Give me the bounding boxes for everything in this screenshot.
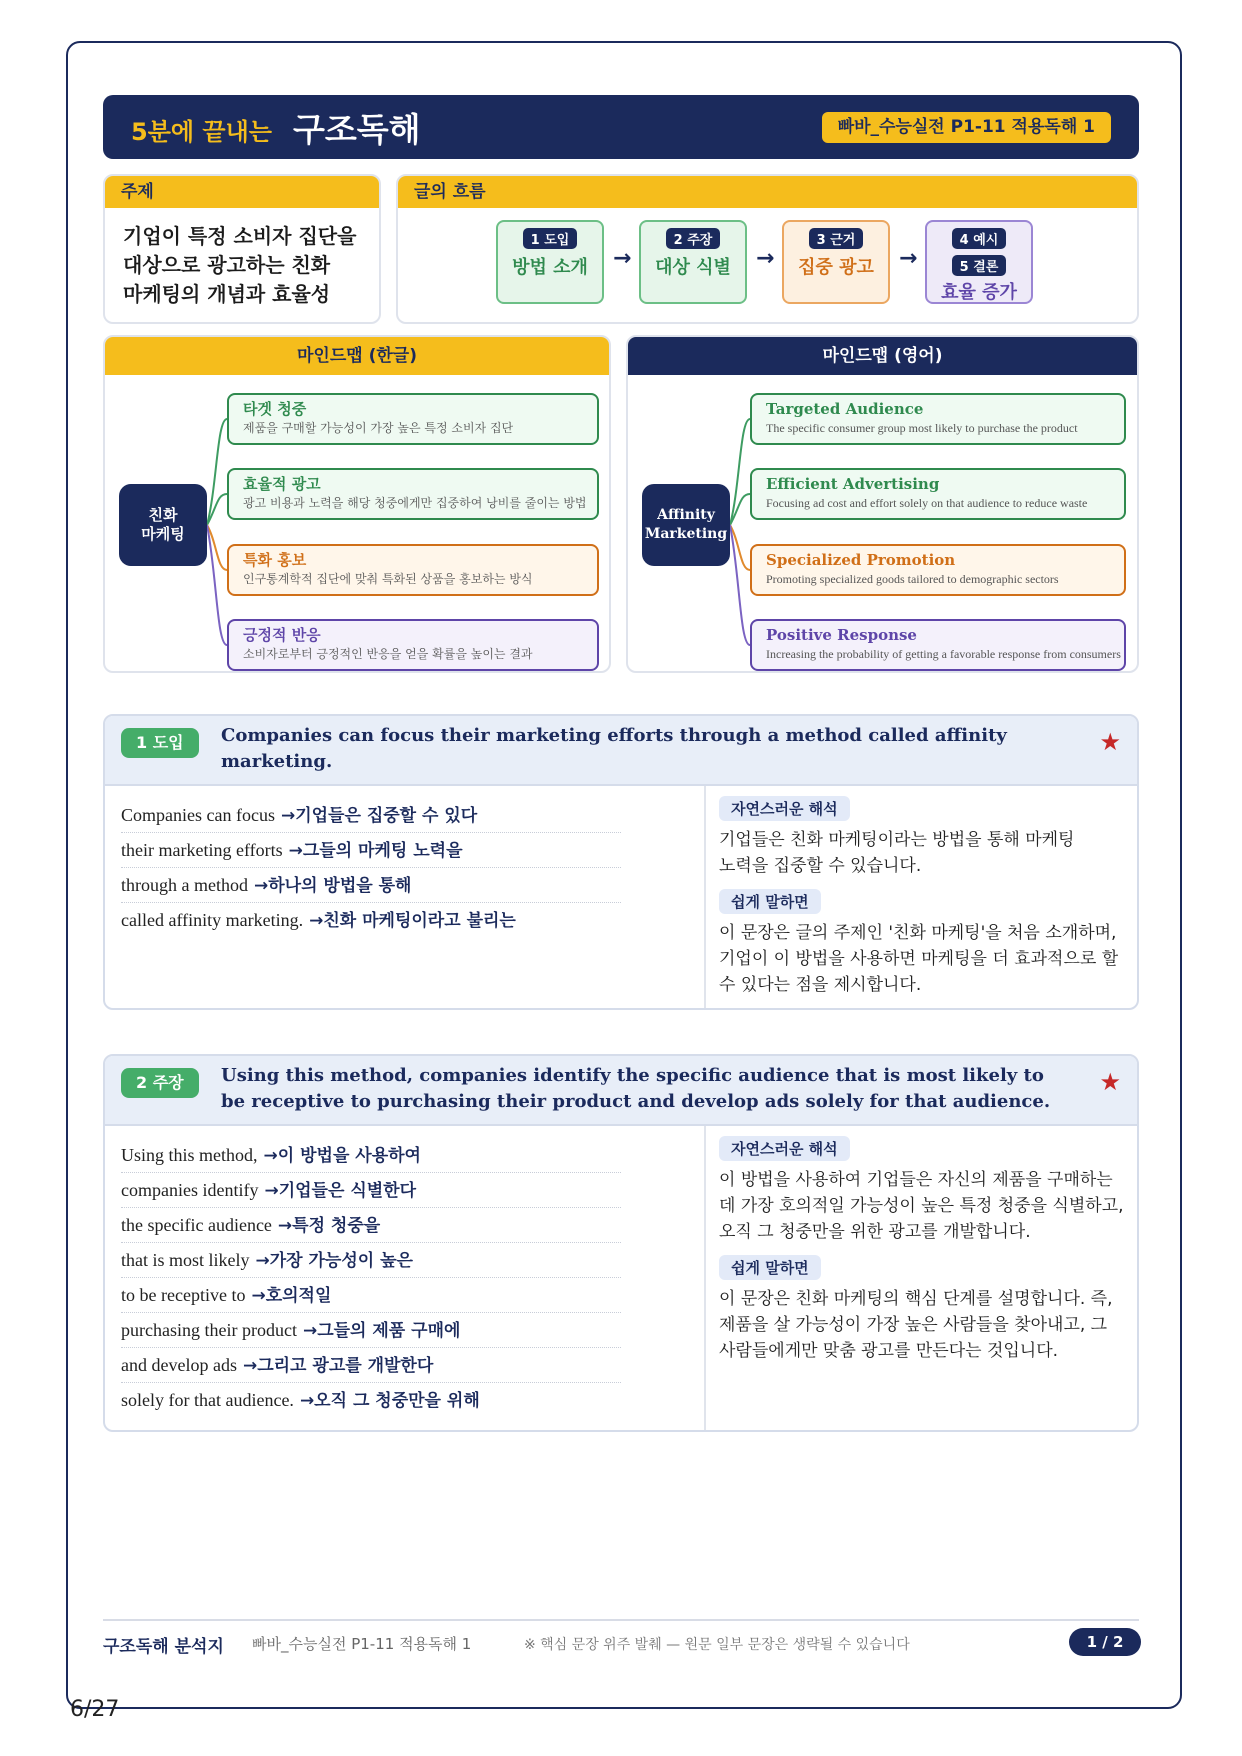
chunk-row — [121, 1208, 621, 1243]
chunk-row — [121, 1313, 621, 1348]
footer-source: 빠바_수능실전 P1-11 적용독해 1 — [252, 1635, 472, 1653]
chunk-ko: →오직 그 청중만을 위해 — [299, 1391, 480, 1411]
mindmap-en-node — [750, 393, 1126, 445]
mindmap-node-desc: Increasing the probability of getting a favorable response from consumers — [766, 647, 1121, 661]
star-icon: ★ — [1099, 1068, 1121, 1096]
chunk-en: to be receptive to — [121, 1285, 246, 1305]
column-divider — [704, 1126, 706, 1432]
chunk-ko: →하나의 방법을 통해 — [253, 876, 412, 896]
sentence-english: Companies can focus their marketing efforts through a method called affinity marketing. — [221, 725, 1007, 772]
flow-step-evidence — [782, 220, 890, 304]
topic-heading: 주제 — [105, 176, 379, 208]
source-badge: 빠바_수능실전 P1-11 적용독해 1 — [822, 112, 1111, 143]
chunk-row — [121, 1138, 621, 1173]
chunk-en: solely for that audience. — [121, 1390, 294, 1410]
chunk-ko: →그들의 마케팅 노력을 — [288, 841, 463, 861]
mindmap-ko-node — [227, 468, 599, 520]
flow-step-label: 대상 식별 — [655, 257, 731, 278]
sentence-badge: 1 도입 — [121, 728, 199, 758]
mindmap-node-desc: Focusing ad cost and effort solely on that audience to reduce waste — [766, 496, 1088, 510]
sentence-english: Using this method, companies identify the specific audience that is most likely to be receptive to purchasing their product and develop ads solely for that audience. — [221, 1065, 1051, 1112]
mindmap-en-heading: 마인드맵 (영어) — [628, 337, 1137, 375]
mindmap-node-desc: 소비자로부터 긍정적인 반응을 얻을 확률을 높이는 결과 — [243, 647, 533, 661]
mindmap-en-center: Affinity Marketing — [642, 484, 730, 566]
easy-explanation: 이 문장은 친화 마케팅의 핵심 단계를 설명합니다. 즉, 제품을 살 가능성이 가장 높은 사람들을 찾아내고, 그 사람들에게만 맞춤 광고를 만든다는 것입니다. — [719, 1289, 1113, 1361]
chunk-row — [121, 1173, 621, 1208]
chunk-en: the specific audience — [121, 1215, 272, 1235]
flow-step-label: 방법 소개 — [512, 257, 588, 278]
chunk-row — [121, 1348, 621, 1383]
mindmap-node-title: Targeted Audience — [766, 400, 924, 418]
mindmap-node-desc: 제품을 구매할 가능성이 가장 높은 특정 소비자 집단 — [243, 421, 514, 435]
mindmap-node-title: Positive Response — [766, 626, 917, 644]
chunk-en: and develop ads — [121, 1355, 237, 1375]
chunk-list — [121, 798, 621, 938]
chunk-ko: →이 방법을 사용하여 — [263, 1146, 421, 1166]
chunk-ko: →호의적일 — [251, 1286, 332, 1306]
chunk-ko: →가장 가능성이 높은 — [255, 1251, 413, 1271]
natural-label: 자연스러운 해석 — [719, 1136, 850, 1161]
mindmap-node-desc: 인구통계학적 집단에 맞춰 특화된 상품을 홍보하는 방식 — [243, 572, 533, 586]
mindmap-en-box — [626, 335, 1139, 673]
easy-explanation: 이 문장은 글의 주제인 '친화 마케팅'을 처음 소개하며, 기업이 이 방법을 사용하면 마케팅을 더 효과적으로 할 수 있다는 점을 제시합니다. — [719, 923, 1119, 995]
flow-step-conclusion — [925, 220, 1033, 304]
chunk-en: companies identify — [121, 1180, 259, 1200]
chunk-en: Companies can focus — [121, 805, 275, 825]
mindmap-node-title: 효율적 광고 — [243, 475, 321, 493]
mindmap-ko-node — [227, 393, 599, 445]
sentence-header — [105, 1056, 1137, 1126]
chunk-en: Using this method, — [121, 1145, 258, 1165]
footer-divider — [103, 1619, 1139, 1621]
chunk-en: called affinity marketing. — [121, 910, 304, 930]
chunk-row — [121, 868, 621, 903]
chunk-en: that is most likely — [121, 1250, 250, 1270]
chunk-en: purchasing their product — [121, 1320, 297, 1340]
mindmap-node-title: Efficient Advertising — [766, 475, 940, 493]
header-banner — [103, 95, 1139, 159]
chunk-en: their marketing efforts — [121, 840, 283, 860]
footer-page-badge: 1 / 2 — [1069, 1628, 1141, 1656]
mindmap-ko-box — [103, 335, 611, 673]
easy-label: 쉽게 말하면 — [719, 889, 821, 914]
mindmap-node-desc: 광고 비용과 노력을 해당 청중에게만 집중하여 낭비를 줄이는 방법 — [243, 496, 587, 510]
flow-step-tag: 1 도입 — [523, 228, 578, 249]
mindmap-node-desc: The specific consumer group most likely to purchase the product — [766, 421, 1078, 435]
column-divider — [704, 786, 706, 1010]
chunk-ko: →기업들은 식별한다 — [264, 1181, 417, 1201]
chunk-row — [121, 1243, 621, 1278]
flow-step-tag: 2 주장 — [666, 228, 721, 249]
mindmap-node-title: Specialized Promotion — [766, 551, 956, 569]
footer-note: ※ 핵심 문장 위주 발췌 — 원문 일부 문장은 생략될 수 있습니다 — [524, 1637, 910, 1653]
mindmap-en-node — [750, 619, 1126, 671]
flow-arrow-icon: → — [756, 246, 775, 271]
flow-box — [396, 174, 1139, 324]
flow-arrow-icon: → — [613, 246, 632, 271]
sentence-section-1 — [103, 714, 1139, 1010]
flow-step-tag: 5 결론 — [952, 255, 1007, 276]
flow-step-tag: 4 예시 — [952, 228, 1007, 249]
brand-title: 구조독해 — [293, 110, 421, 149]
chunk-row — [121, 1278, 621, 1313]
chunk-row — [121, 798, 621, 833]
mindmap-node-title: 타겟 청중 — [243, 400, 307, 418]
chunk-ko: →특정 청중을 — [277, 1216, 381, 1236]
mindmap-ko-heading: 마인드맵 (한글) — [105, 337, 609, 375]
chunk-row — [121, 1383, 621, 1418]
mindmap-node-title: 긍정적 반응 — [243, 626, 321, 644]
sentence-section-2 — [103, 1054, 1139, 1432]
mindmap-ko-node — [227, 544, 599, 596]
mindmap-ko-center: 친화 마케팅 — [119, 484, 207, 566]
chunk-ko: →친화 마케팅이라고 불리는 — [309, 911, 516, 931]
page-number: 6/27 — [70, 1697, 120, 1722]
topic-box — [103, 174, 381, 324]
interpretation-column — [719, 796, 1127, 1008]
footer-title: 구조독해 분석지 — [103, 1637, 224, 1657]
mindmap-en-node — [750, 544, 1126, 596]
chunk-ko: →그들의 제품 구매에 — [302, 1321, 461, 1341]
mindmap-en-node — [750, 468, 1126, 520]
easy-label: 쉽게 말하면 — [719, 1255, 821, 1280]
natural-translation: 이 방법을 사용하여 기업들은 자신의 제품을 구매하는 데 가장 호의적일 가능성이 높은 특정 청중을 식별하고, 오직 그 청중만을 위한 광고를 개발합니다. — [719, 1170, 1124, 1242]
mindmap-node-desc: Promoting specialized goods tailored to demographic sectors — [766, 572, 1059, 586]
star-icon: ★ — [1099, 728, 1121, 756]
sentence-badge: 2 주장 — [121, 1068, 199, 1098]
chunk-ko: →그리고 광고를 개발한다 — [242, 1356, 434, 1376]
natural-label: 자연스러운 해석 — [719, 796, 850, 821]
mindmap-ko-node — [227, 619, 599, 671]
brand-subtitle: 5분에 끝내는 — [131, 118, 272, 146]
natural-translation: 기업들은 친화 마케팅이라는 방법을 통해 마케팅 노력을 집중할 수 있습니다. — [719, 830, 1075, 876]
mindmap-node-title: 특화 홍보 — [243, 551, 307, 569]
interpretation-column — [719, 1136, 1127, 1374]
chunk-ko: →기업들은 집중할 수 있다 — [280, 806, 478, 826]
flow-heading: 글의 흐름 — [398, 176, 1137, 208]
flow-step-label: 효율 증가 — [941, 282, 1017, 303]
flow-step-intro — [496, 220, 604, 304]
topic-text: 기업이 특정 소비자 집단을 대상으로 광고하는 친화 마케팅의 개념과 효율성 — [123, 224, 357, 306]
chunk-row — [121, 903, 621, 938]
chunk-list — [121, 1138, 621, 1418]
flow-step-tag: 3 근거 — [809, 228, 864, 249]
chunk-row — [121, 833, 621, 868]
flow-step-claim — [639, 220, 747, 304]
sentence-header — [105, 716, 1137, 786]
flow-arrow-icon: → — [899, 246, 918, 271]
flow-step-label: 집중 광고 — [798, 257, 874, 278]
chunk-en: through a method — [121, 875, 248, 895]
